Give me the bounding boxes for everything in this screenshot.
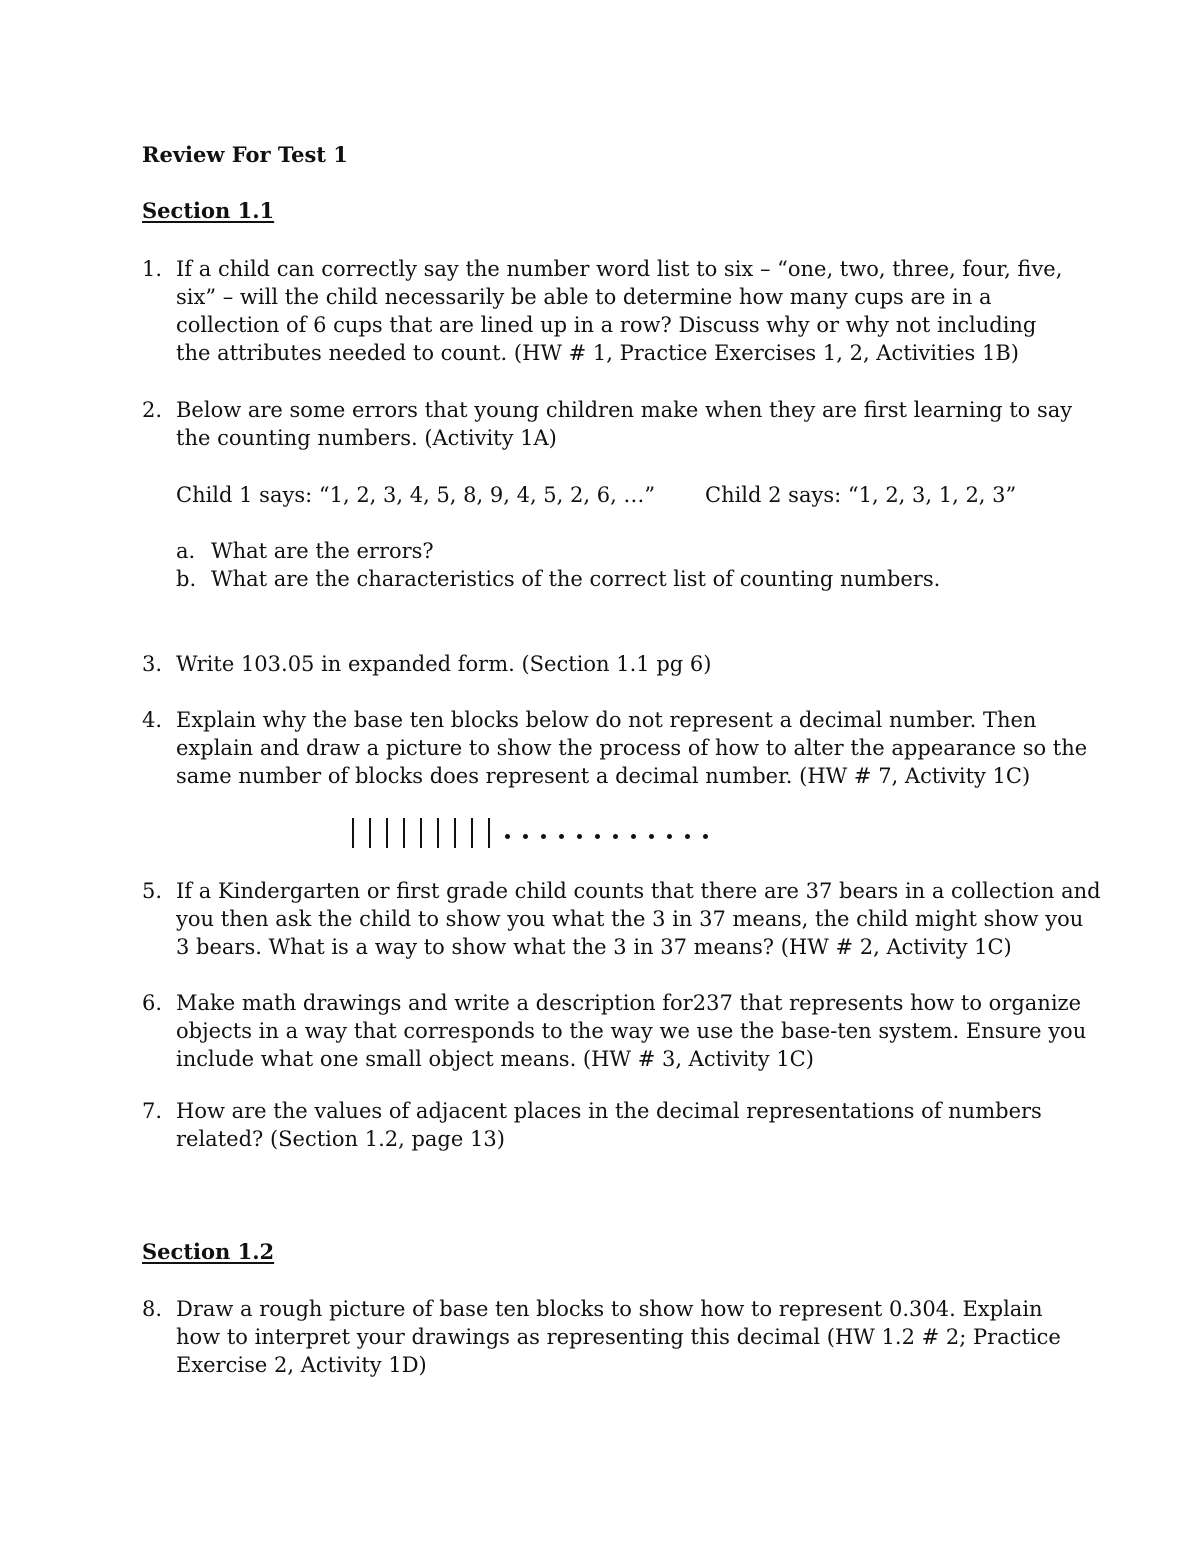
question-line: the attributes needed to count. (HW # 1, Practice Exercises 1, 2, Activities 1B) — [176, 341, 1019, 365]
question-number: 7. — [142, 1099, 163, 1123]
question-line: Below are some errors that young children make when they are first learning to say — [176, 398, 1073, 422]
question-line: explain and draw a picture to show the process of how to alter the appearance so the — [176, 736, 1088, 760]
unit-cube — [631, 834, 636, 839]
section-heading-1-2: Section 1.2 — [142, 1239, 275, 1264]
part-text: What are the characteristics of the correct list of counting numbers. — [211, 567, 941, 591]
section-heading-1-1: Section 1.1 — [142, 198, 275, 223]
question-line: How are the values of adjacent places in the decimal representations of numbers — [176, 1099, 1042, 1123]
unit-cube — [703, 834, 708, 839]
question-line: how to interpret your drawings as representing this decimal (HW 1.2 # 2; Practice — [176, 1325, 1061, 1349]
unit-cube — [649, 834, 654, 839]
question-line: Exercise 2, Activity 1D) — [176, 1353, 427, 1377]
question-line: you then ask the child to show you what the 3 in 37 means, the child might show you — [176, 907, 1084, 931]
part-label: a. — [176, 539, 196, 563]
ten-rod — [488, 818, 490, 848]
question-number: 6. — [142, 991, 163, 1015]
question-line: 3 bears. What is a way to show what the 3 in 37 means? (HW # 2, Activity 1C) — [176, 935, 1012, 959]
part-label: b. — [176, 567, 197, 591]
ten-rod — [454, 818, 456, 848]
question-number: 5. — [142, 879, 163, 903]
question-number: 2. — [142, 398, 163, 422]
question-line: objects in a way that corresponds to the way we use the base-ten system. Ensure you — [176, 1019, 1087, 1043]
unit-cube — [559, 834, 564, 839]
question-line: If a child can correctly say the number word list to six – “one, two, three, four, five, — [176, 257, 1063, 281]
question-number: 8. — [142, 1297, 163, 1321]
question-line: Make math drawings and write a description for237 that represents how to organize — [176, 991, 1082, 1015]
ten-rod — [420, 818, 422, 848]
child-1-sequence: Child 1 says: “1, 2, 3, 4, 5, 8, 9, 4, 5, 2, 6, …” — [176, 483, 656, 507]
unit-cube — [595, 834, 600, 839]
base-ten-blocks-figure — [352, 815, 721, 851]
ten-rod — [386, 818, 388, 848]
question-line: the counting numbers. (Activity 1A) — [176, 426, 557, 450]
ten-rod — [437, 818, 439, 848]
question-line: collection of 6 cups that are lined up in a row? Discuss why or why not including — [176, 313, 1037, 337]
ten-rod — [369, 818, 371, 848]
question-line: Write 103.05 in expanded form. (Section 1.1 pg 6) — [176, 652, 712, 676]
question-line: related? (Section 1.2, page 13) — [176, 1127, 505, 1151]
question-line: Explain why the base ten blocks below do not represent a decimal number. Then — [176, 708, 1037, 732]
part-text: What are the errors? — [211, 539, 434, 563]
unit-cube — [667, 834, 672, 839]
unit-cube — [613, 834, 618, 839]
ten-rod — [403, 818, 405, 848]
question-number: 3. — [142, 652, 163, 676]
child-2-sequence: Child 2 says: “1, 2, 3, 1, 2, 3” — [705, 483, 1017, 507]
ten-rod — [471, 818, 473, 848]
question-line: If a Kindergarten or first grade child counts that there are 37 bears in a collection and — [176, 879, 1101, 903]
question-line: same number of blocks does represent a decimal number. (HW # 7, Activity 1C) — [176, 764, 1031, 788]
question-line: Draw a rough picture of base ten blocks to show how to represent 0.304. Explain — [176, 1297, 1043, 1321]
page-title: Review For Test 1 — [142, 142, 348, 167]
unit-cube — [577, 834, 582, 839]
question-line: six” – will the child necessarily be able to determine how many cups are in a — [176, 285, 992, 309]
question-number: 4. — [142, 708, 163, 732]
ten-rod — [352, 818, 354, 848]
question-number: 1. — [142, 257, 163, 281]
unit-cube — [523, 834, 528, 839]
question-line: include what one small object means. (HW # 3, Activity 1C) — [176, 1047, 814, 1071]
unit-cube — [685, 834, 690, 839]
unit-cube — [541, 834, 546, 839]
unit-cube — [505, 834, 510, 839]
